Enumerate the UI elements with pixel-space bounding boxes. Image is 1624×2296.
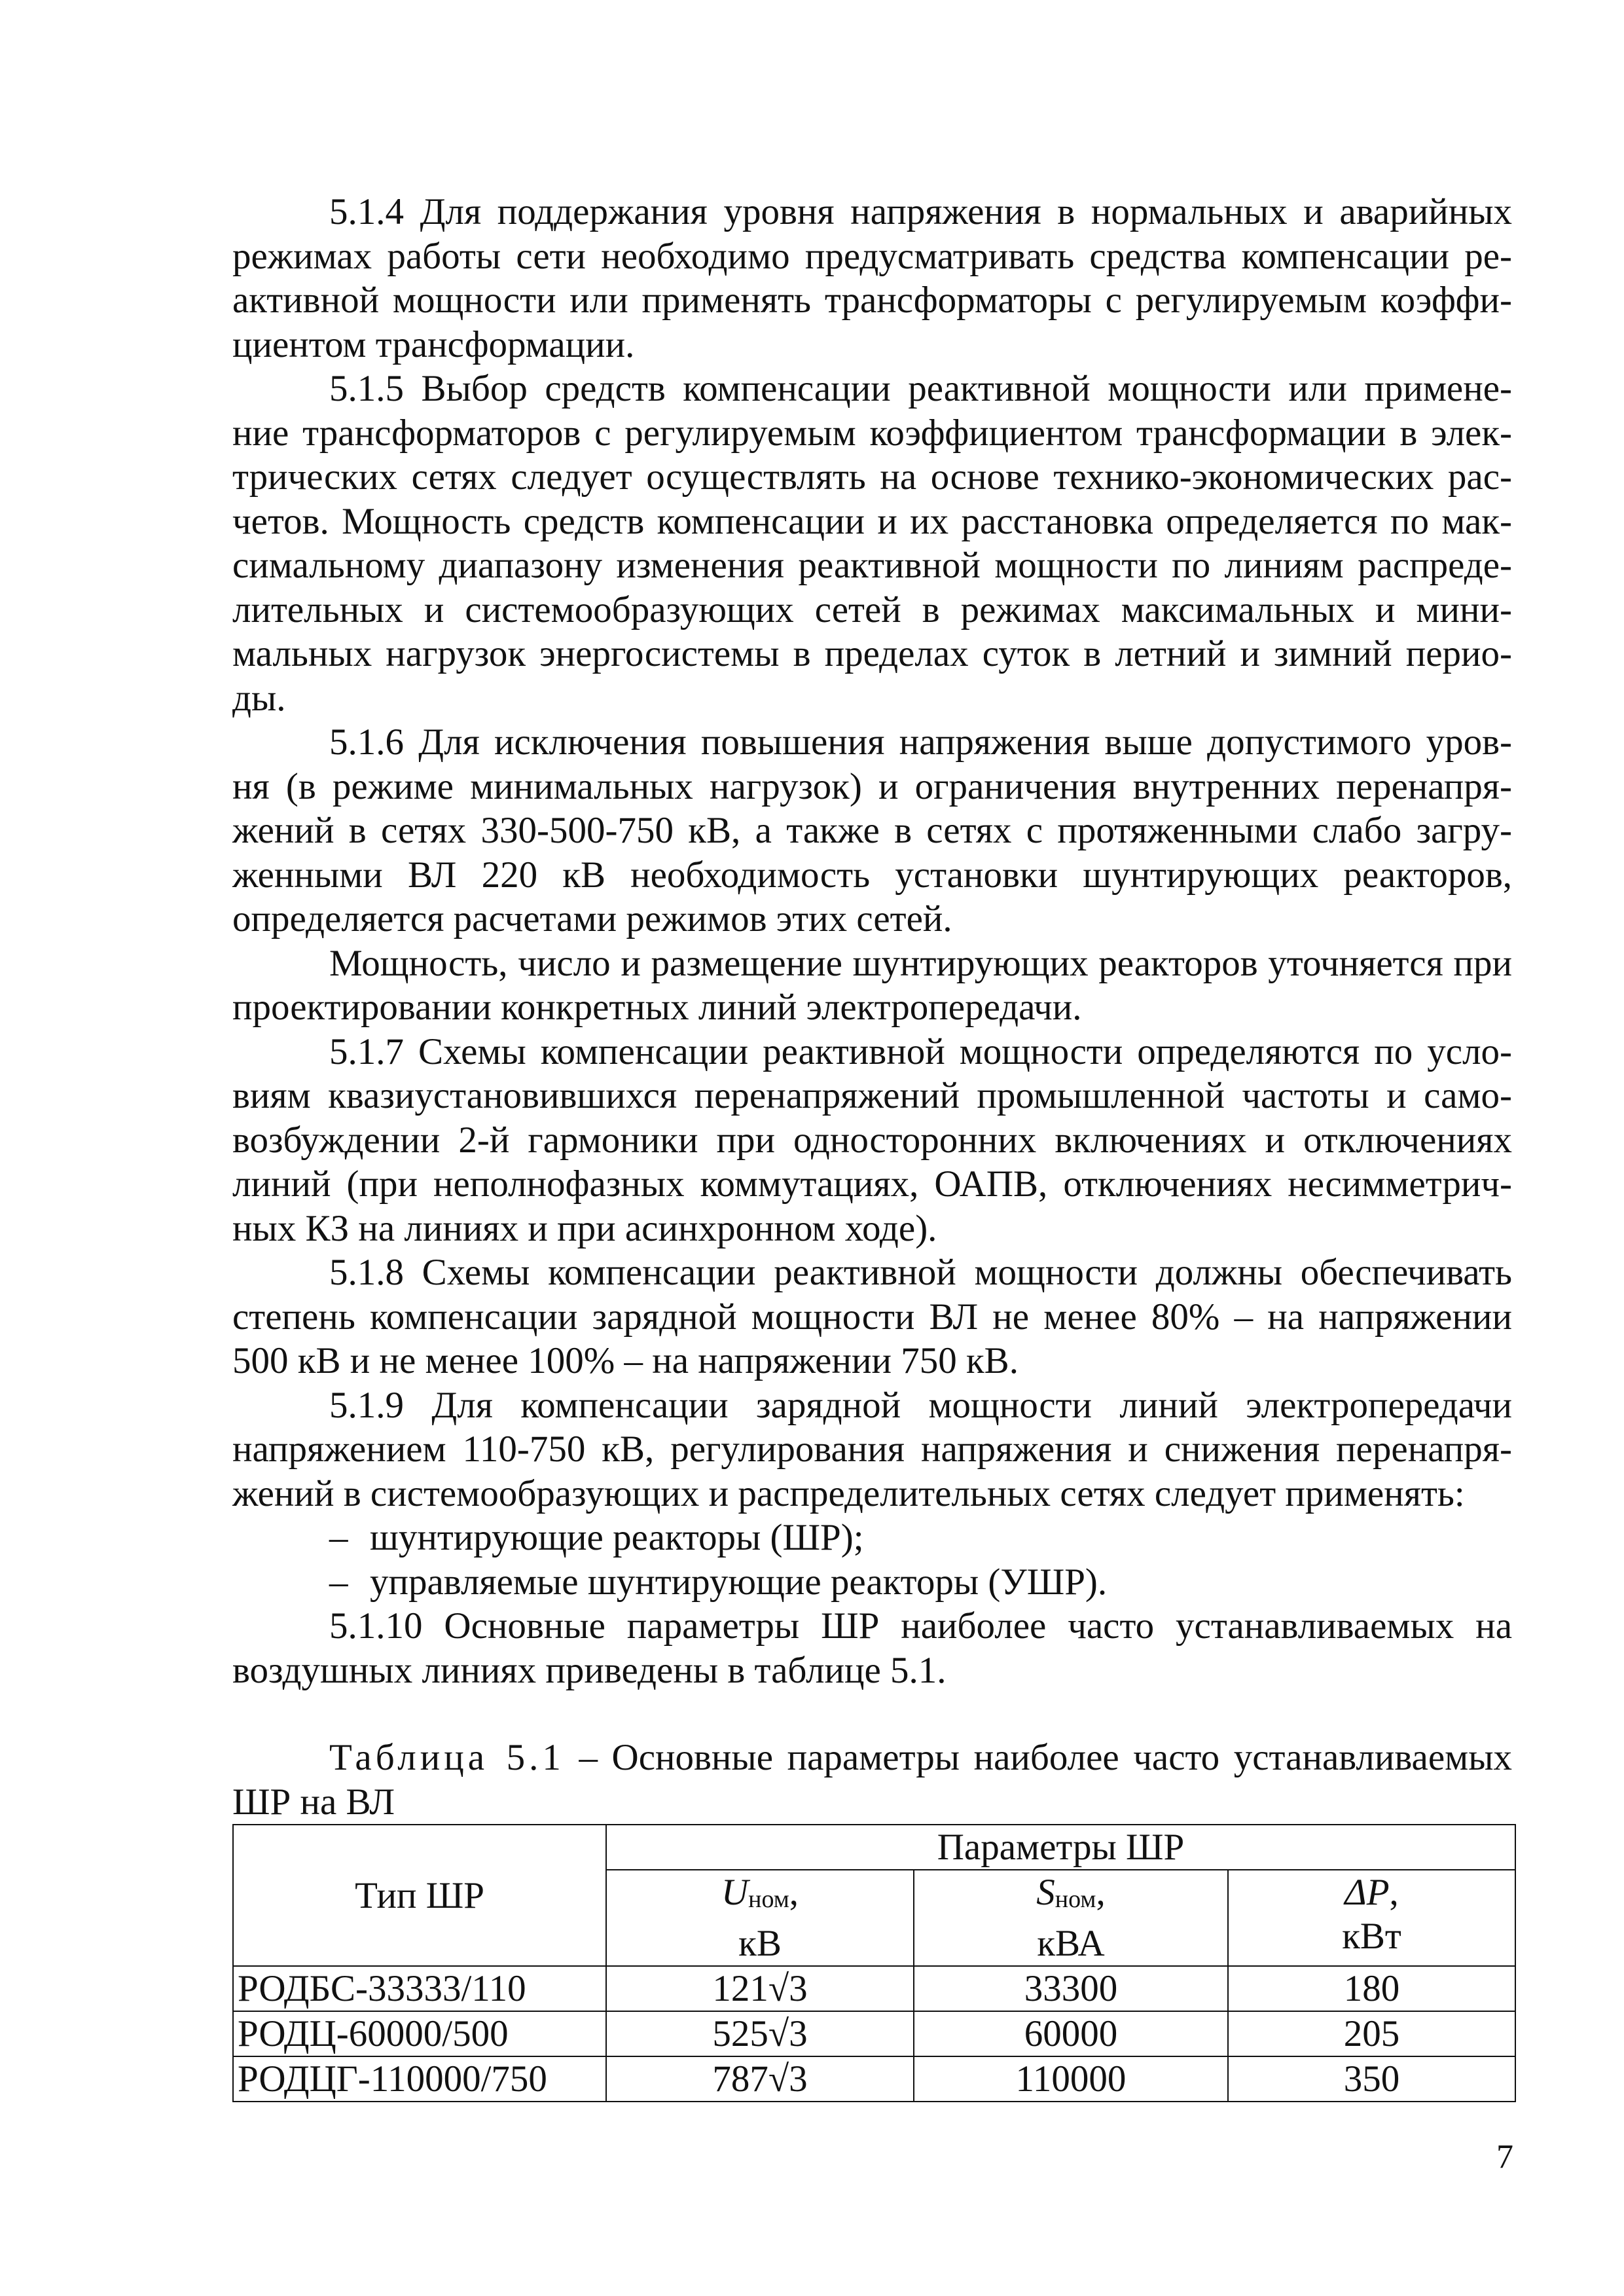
s-symbol: S (1036, 1872, 1055, 1913)
table-header-row (233, 1825, 1515, 1870)
table-row (233, 1966, 1515, 2011)
list-dash: – (329, 1561, 348, 1603)
cell-s: 110000 (914, 2056, 1228, 2102)
cell-type: РОДЦГ-110000/750 (233, 2056, 606, 2102)
list-item (232, 1560, 1512, 1605)
s-unit: кВА (1037, 1923, 1105, 1964)
document-page (232, 190, 1512, 2102)
cell-type: РОДБС-33333/110 (233, 1966, 606, 2011)
s-subscript: ном (1055, 1886, 1096, 1913)
cell-s: 60000 (914, 2011, 1228, 2056)
list-item-text: шунтирующие реакторы (ШР); (370, 1517, 864, 1558)
header-parameters-group: Параметры ШР (606, 1825, 1515, 1870)
paragraph-5-1-6-continued: Мощность, число и размещение шунтирующих реакторов уточняется при проектировании конкретных линий электропередачи. (232, 942, 1512, 1028)
list-dash: – (329, 1517, 348, 1558)
list-item (232, 1516, 1512, 1560)
table-row (233, 2011, 1515, 2056)
p-unit: кВт (1342, 1916, 1401, 1957)
header-u-nom: $U_{ном}$, кВ (606, 1870, 914, 1966)
table-caption-text: – Основные параметры наиболее часто устанавливаемых ШР на ВЛ (232, 1737, 1513, 1823)
cell-p: 180 (1228, 1966, 1515, 2011)
header-delta-p: ΔP, кВт (1228, 1870, 1515, 1966)
paragraph-5-1-7: 5.1.7 Схемы компенсации реактивной мощности определяются по усло-виям квазиустановившихся перенапряжений промышленной частоты и само-возбуждении 2-й гармоники при односторонних включениях и отключениях линий (при неполнофазных коммутациях, ОАПВ, отключениях несимметрич-ных КЗ на линиях и при асинхронном ходе). (232, 1030, 1512, 1249)
cell-p: 350 (1228, 2056, 1515, 2102)
cell-type: РОДЦ-60000/500 (233, 2011, 606, 2056)
cell-u: 121√3 (606, 1966, 914, 2011)
table-caption-label: Таблица 5.1 (329, 1737, 565, 1778)
table-row (233, 2056, 1515, 2102)
cell-u: 787√3 (606, 2056, 914, 2102)
paragraph-5-1-4: 5.1.4 Для поддержания уровня напряжения в нормальных и аварийных режимах работы сети необходимо предусматривать средства компенсации ре-активной мощности или применять трансформаторы с регулируемым коэффи-циентом трансформации. (232, 191, 1512, 365)
table-caption (232, 1736, 1512, 1824)
paragraph-5-1-9: 5.1.9 Для компенсации зарядной мощности линий электропередачи напряжением 110-750 кВ, регулирования напряжения и снижения перенапря-жений в системообразующих и распределительных сетях следует применять: (232, 1384, 1512, 1514)
cell-p: 205 (1228, 2011, 1515, 2056)
paragraph-5-1-6: 5.1.6 Для исключения повышения напряжения выше допустимого уров-ня (в режиме минимальных нагрузок) и ограничения внутренних перенапря-жений в сетях 330-500-750 кВ, а также в сетях с протяженными слабо загру-женными ВЛ 220 кВ необходимость установки шунтирующих реакторов, определяется расчетами режимов этих сетей. (232, 721, 1512, 939)
p-symbol: ΔP (1344, 1872, 1390, 1913)
u-subscript: ном (748, 1886, 789, 1913)
u-symbol: U (721, 1872, 749, 1913)
paragraph-5-1-10: 5.1.10 Основные параметры ШР наиболее часто устанавливаемых на воздушных линиях приведены в таблице 5.1. (232, 1605, 1512, 1691)
paragraph-5-1-8: 5.1.8 Схемы компенсации реактивной мощности должны обеспечивать степень компенсации зарядной мощности ВЛ не менее 80% – на напряжении 500 кВ и не менее 100% – на напряжении 750 кВ. (232, 1252, 1512, 1381)
reactor-parameters-table (232, 1824, 1516, 2102)
u-unit: кВ (738, 1923, 782, 1964)
paragraph-5-1-5: 5.1.5 Выбор средств компенсации реактивной мощности или примене-ние трансформаторов с регулируемым коэффициентом трансформации в элек-трических сетях следует осуществлять на основе технико-экономических рас-четов. Мощность средств компенсации и их расстановка определяется по мак-симальному диапазону изменения реактивной мощности по линиям распреде-лительных и системообразующих сетей в режимах максимальных и мини-мальных нагрузок энергосистемы в пределах суток в летний и зимний перио-ды. (232, 368, 1512, 719)
header-type: Тип ШР (233, 1825, 606, 1966)
page-number: 7 (1496, 2138, 1513, 2176)
header-s-nom: $S_{ном}$, кВА (914, 1870, 1228, 1966)
list-item-text: управляемые шунтирующие реакторы (УШР). (370, 1561, 1108, 1603)
cell-s: 33300 (914, 1966, 1228, 2011)
cell-u: 525√3 (606, 2011, 914, 2056)
